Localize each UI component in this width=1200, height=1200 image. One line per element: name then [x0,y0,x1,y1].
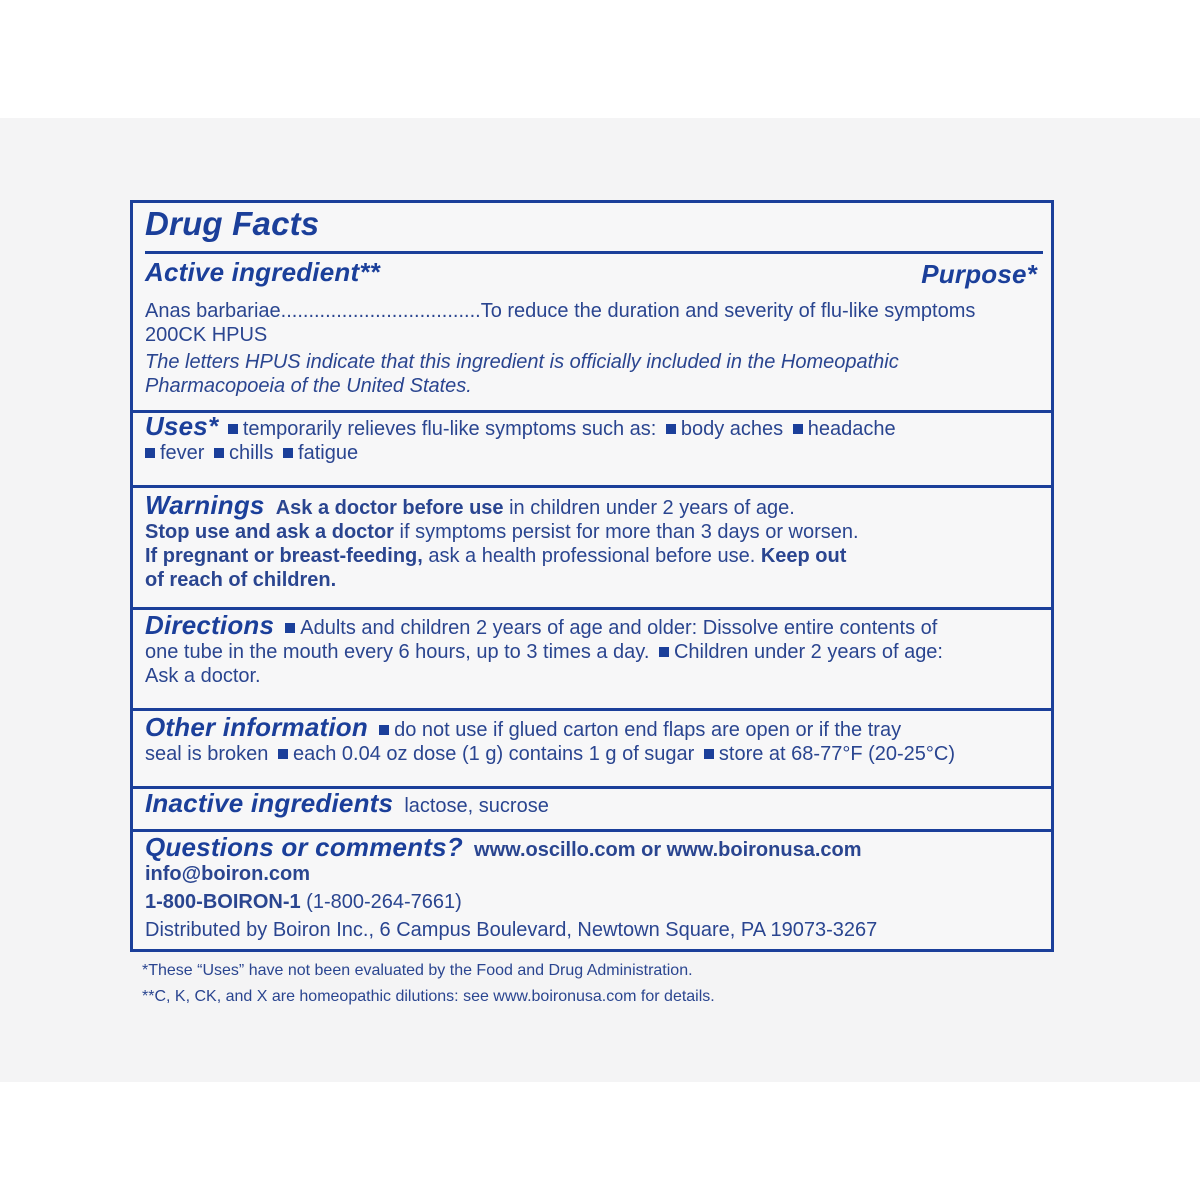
ask-doctor-bold: Ask a doctor before use [275,497,504,519]
website-links: www.oscillo.com or www.boironusa.com [474,839,862,861]
email: info@boiron.com [145,863,311,885]
uses-section [133,411,1051,465]
directions-line1: Adults and children 2 years of age and older: Dissolve entire contents of [300,617,938,639]
keep-out-bold: Keep out [760,545,847,567]
uses-item: fever [160,442,205,464]
uses-heading: Uses* [145,411,219,441]
bullet-icon [704,749,714,759]
uses-item: headache [807,418,896,440]
inactive-ingredients-section [133,788,1051,818]
other-line1: do not use if glued carton end flaps are open or if the tray [394,719,902,741]
uses-item: fatigue [298,442,359,464]
stop-use-bold: Stop use and ask a doctor [145,521,394,543]
questions-heading: Questions or comments? [145,832,463,862]
other-line2c: store at 68-77°F (20-25°C) [718,743,955,765]
section-divider [133,410,1051,413]
directions-line2a: one tube in the mouth every 6 hours, up to 3 times a day. [145,641,650,663]
bullet-icon [285,623,295,633]
phone-number: (1-800-264-7661) [300,891,462,913]
purpose-heading: Purpose* [921,259,1037,289]
other-information-section [133,712,1051,766]
bullet-icon [283,448,293,458]
bullet-icon [214,448,224,458]
page-title: Drug Facts [145,205,320,242]
questions-section [133,832,1051,942]
directions-line3: Ask a doctor. [145,665,261,687]
ingredient-purpose: To reduce the duration and severity of flu-like symptoms [480,300,976,322]
distributor: Distributed by Boiron Inc., 6 Campus Boulevard, Newtown Square, PA 19073-3267 [145,919,878,941]
directions-line2b: Children under 2 years of age: [673,641,943,663]
uses-item: body aches [680,418,784,440]
bullet-icon [278,749,288,759]
active-ingredient-section [133,257,1051,398]
warnings-heading: Warnings [145,490,265,520]
bullet-icon [793,424,803,434]
ingredient-name: Anas barbariae [145,300,281,322]
phone-bold: 1-800-BOIRON-1 [145,891,301,913]
section-divider [133,708,1051,711]
directions-section [133,610,1051,688]
ask-doctor-text: in children under 2 years of age. [503,497,795,519]
bullet-icon [145,448,155,458]
ingredient-potency: 200CK HPUS [145,324,268,346]
drug-facts-panel [130,200,1054,952]
bullet-icon [379,725,389,735]
warnings-section [133,490,1051,592]
ingredient-dots: .................................... [280,300,481,322]
other-line2b: each 0.04 oz dose (1 g) contains 1 g of sugar [292,743,695,765]
directions-heading: Directions [145,610,275,640]
section-divider [133,485,1051,488]
uses-item: chills [229,442,274,464]
uses-lead: temporarily relieves flu-like symptoms such as: [242,418,657,440]
other-information-heading: Other information [145,712,368,742]
keep-out-bold-line2: of reach of children. [145,569,337,591]
bullet-icon [659,647,669,657]
title-section [133,205,1051,243]
pregnant-text: ask a health professional before use. [422,545,761,567]
inactive-ingredients-text: lactose, sucrose [404,795,549,817]
footnote-dilutions: **C, K, CK, and X are homeopathic dilutions: see www.boironusa.com for details. [142,988,715,1005]
hpus-note-line2: Pharmacopoeia of the United States. [145,375,472,397]
hpus-note-line1: The letters HPUS indicate that this ingredient is officially included in the Homeopathic [145,351,899,373]
bullet-icon [228,424,238,434]
stop-use-text: if symptoms persist for more than 3 days or worsen. [393,521,859,543]
bullet-icon [666,424,676,434]
title-rule [145,251,1043,254]
ingredient-row [145,299,1041,323]
footnote-uses: *These “Uses” have not been evaluated by the Food and Drug Administration. [142,962,693,979]
active-ingredient-heading: Active ingredient** [145,257,380,287]
pregnant-bold: If pregnant or breast-feeding, [145,545,423,567]
other-line2a: seal is broken [145,743,269,765]
inactive-ingredients-heading: Inactive ingredients [145,788,394,818]
